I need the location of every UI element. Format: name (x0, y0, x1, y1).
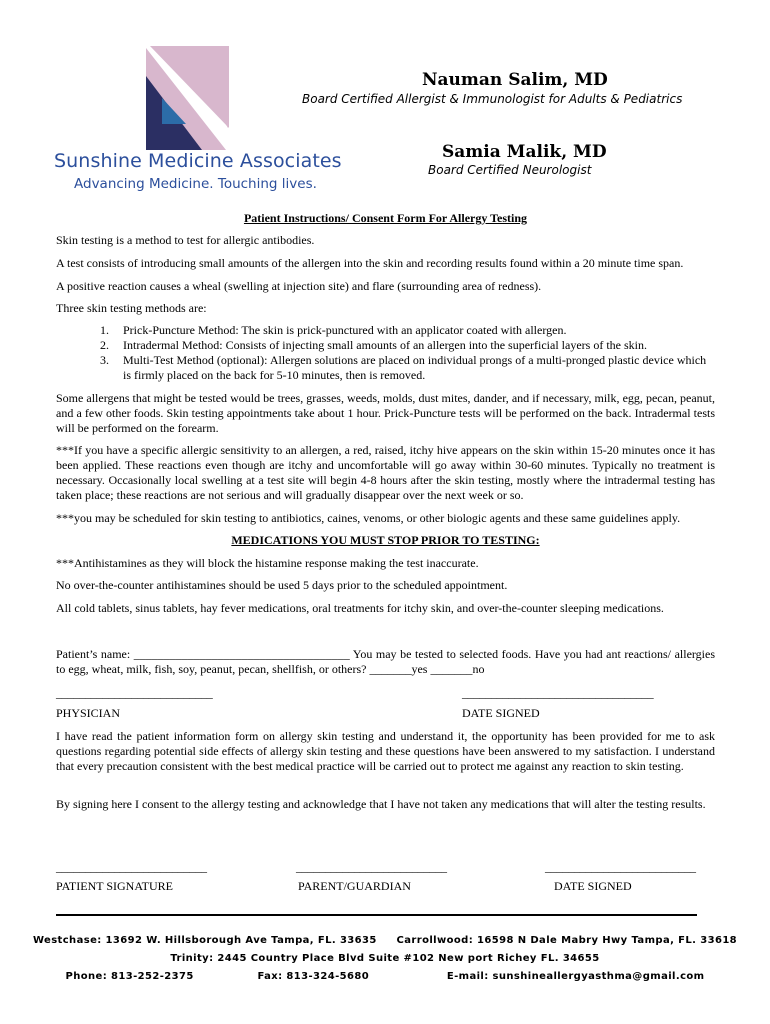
email-link[interactable]: E-mail: sunshineallergyasthma@gmail.com (446, 971, 705, 982)
list-item: 3. Multi-Test Method (optional): Allergen solutions are placed on individual prongs of a multi-pronged plastic device which is firmly placed on the back for 5-10 minutes, then is removed. (100, 353, 707, 382)
patient-name-field[interactable]: Patient’s name: ____________________________________ You may be tested to selected foods. Have you had ant reactions/ allergies to egg, wheat, milk, fish, soy, peanut, pecan, shellfish, or others? _______yes _______no (56, 647, 715, 676)
positive-reaction-text: A positive reaction causes a wheal (swelling at injection site) and flare (surrounding area of redness). (56, 279, 542, 293)
allergens-text: Some allergens that might be tested would be trees, grasses, weeds, molds, dust mites, dander, and if necessary, milk, egg, pecan, peanut, and a few other foods. Skin testing appointments take about 1 hour. Prick-Puncture tests will be performed on the back. Intradermal tests will be performed on the forearm. (56, 391, 715, 435)
westchase-address: Westchase: 13692 W. Hillsborough Ave Tampa, FL. 33635 (32, 935, 377, 946)
logo-practice-name: Sunshine Medicine Associates (54, 150, 342, 172)
logo-tagline: Advancing Medicine. Touching lives. (74, 176, 317, 192)
date-signed-label-2: DATE SIGNED (554, 879, 632, 893)
patient-signature-label: PATIENT SIGNATURE (56, 879, 174, 893)
read-understand-text: I have read the patient information form on allergy skin testing and understand it, the opportunity has been provided for me to ask questions regarding potential side effects of allergy skin testing and these questions have been answered to my satisfaction. I understand that every precaution consistent with the best medical practice will be carried out to protect me against any reaction to skin testing. (56, 729, 715, 773)
guardian-label: PARENT/GUARDIAN (298, 879, 411, 893)
form-title: Patient Instructions/ Consent Form For Allergy Testing (243, 211, 528, 225)
testing-methods-list (56, 323, 715, 383)
physician-signature-line[interactable]: ___________________________ (56, 686, 213, 700)
doctor1-title: Board Certified Allergist & Immunologist for Adults & Pediatrics (302, 92, 683, 106)
footer-contact (0, 971, 770, 982)
test-consists-text: A test consists of introducing small amounts of the allergen into the skin and recording results found within a 20 minute time span. (56, 256, 684, 270)
carrollwood-address: Carrollwood: 16598 N Dale Mabry Hwy Tampa, FL. 33618 (396, 935, 738, 946)
intro-text: Skin testing is a method to test for allergic antibodies. (56, 233, 315, 247)
footer-divider (56, 914, 697, 916)
fax-number: Fax: 813-324-5680 (257, 971, 370, 982)
list-item: 1. Prick-Puncture Method: The skin is prick-punctured with an applicator coated with allergen. (100, 323, 567, 337)
consent-text: By signing here I consent to the allergy testing and acknowledge that I have not taken any medications that will alter the testing results. (56, 797, 706, 811)
methods-intro: Three skin testing methods are: (56, 301, 207, 315)
date-signed-line-2[interactable]: __________________________ (545, 860, 696, 874)
otc-text: No over-the-counter antihistamines should be used 5 days prior to the scheduled appointment. (56, 578, 508, 592)
guardian-signature-line[interactable]: __________________________ (296, 860, 447, 874)
list-item: 2. Intradermal Method: Consists of injecting small amounts of an allergen into the superficial layers of the skin. (100, 338, 647, 352)
cold-tablets-text: All cold tablets, sinus tablets, hay fever medications, oral treatments for itchy skin, and over-the-counter sleeping medications. (56, 601, 664, 615)
date-signed-line-1[interactable]: _________________________________ (462, 686, 654, 700)
doctor2-title: Board Certified Neurologist (428, 163, 592, 177)
trinity-address: Trinity: 2445 Country Place Blvd Suite #102 New port Richey FL. 34655 (170, 953, 600, 964)
logo-triangles-icon (54, 42, 344, 152)
physician-label: PHYSICIAN (56, 706, 121, 720)
phone-number: Phone: 813-252-2375 (65, 971, 194, 982)
practice-logo (54, 42, 344, 197)
patient-signature-line[interactable]: __________________________ (56, 860, 207, 874)
footer-locations (0, 935, 770, 946)
doctor1-name: Nauman Salim, MD (422, 70, 608, 90)
doctor2-name: Samia Malik, MD (442, 142, 607, 162)
medications-heading: MEDICATIONS YOU MUST STOP PRIOR TO TESTING: (231, 533, 540, 547)
sensitivity-text: ***If you have a specific allergic sensitivity to an allergen, a red, raised, itchy hive appears on the skin within 15-20 minutes once it has been applied. These reactions even though are itchy and uncomfortable will go away within 30-60 minutes. Typically no treatment is necessary. Occasionally local swelling at a test site will begin 4-8 hours after the skin testing, mostly where the intradermal testing has taken place; these reactions are not serious and will gradually disappear over the next week or so. (56, 443, 715, 502)
scheduled-text: ***you may be scheduled for skin testing to antibiotics, caines, venoms, or other biologic agents and these same guidelines apply. (56, 511, 681, 525)
antihistamines-text: ***Antihistamines as they will block the histamine response making the test inaccurate. (56, 556, 479, 570)
date-signed-label-1: DATE SIGNED (462, 706, 540, 720)
